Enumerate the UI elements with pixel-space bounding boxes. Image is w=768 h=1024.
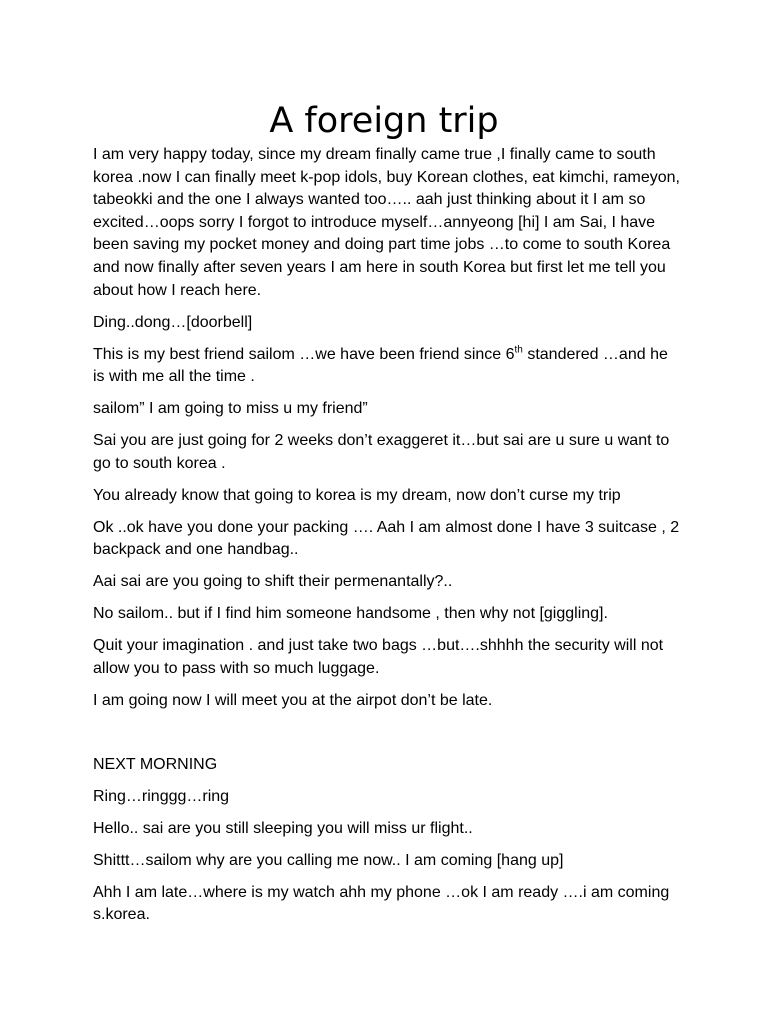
paragraph-ready: Ahh I am late…where is my watch ahh my phone …ok I am ready ….i am coming s.korea. — [93, 883, 670, 924]
blank-line — [93, 722, 683, 745]
paragraph-intro: I am very happy today, since my dream finally came true ,I finally came to south korea .now I can finally meet k-pop idols, buy Korean clothes, eat kimchi, rameyon, tabeokki and the one I always wanted too….. aah just thinking about it I am so excited…oops sorry I forgot to introduce myself…annyeong [hi] I am Sai, I have been saving my pocket money and doing part time jobs …to come to south Korea and now finally after seven years I am here in south Korea but first let me tell you about how I reach here. — [93, 146, 680, 299]
paragraph-miss-friend: sailom” I am going to miss u my friend” — [93, 400, 368, 418]
paragraph-airport: I am going now I will meet you at the airpot don’t be late. — [93, 691, 493, 709]
paragraph-shift: Aai sai are you going to shift their permenantally?.. — [93, 573, 453, 591]
paragraph-hang-up: Shittt…sailom why are you calling me now.. I am coming [hang up] — [93, 851, 564, 869]
paragraph-dream: You already know that going to korea is my dream, now don’t curse my trip — [93, 486, 621, 504]
paragraph-handsome: No sailom.. but if I find him someone handsome , then why not [giggling]. — [93, 605, 608, 623]
paragraph-ring: Ring…ringgg…ring — [93, 787, 230, 805]
paragraph-best-friend — [93, 344, 683, 389]
best-friend-text-before: This is my best friend sailom …we have been friend since 6 — [93, 345, 515, 363]
paragraph-two-weeks: Sai you are just going for 2 weeks don’t exaggeret it…but sai are u sure u want to go to south korea . — [93, 432, 670, 472]
document-title: A foreign trip — [269, 101, 499, 141]
ordinal-superscript: th — [514, 344, 523, 356]
paragraph-packing: Ok ..ok have you done your packing …. Aah I am almost done I have 3 suitcase , 2 backpack and one handbag.. — [93, 518, 680, 559]
paragraph-doorbell: Ding..dong…[doorbell] — [93, 313, 253, 331]
paragraph-hello: Hello.. sai are you still sleeping you will miss ur flight.. — [93, 819, 473, 837]
best-friend-text-after: standered …and he is with me all the time . — [93, 345, 668, 386]
paragraph-next-morning: NEXT MORNING — [93, 755, 218, 773]
document-body — [93, 144, 683, 936]
paragraph-imagination: Quit your imagination . and just take two bags …but….shhhh the security will not allow you to pass with so much luggage. — [93, 637, 664, 677]
